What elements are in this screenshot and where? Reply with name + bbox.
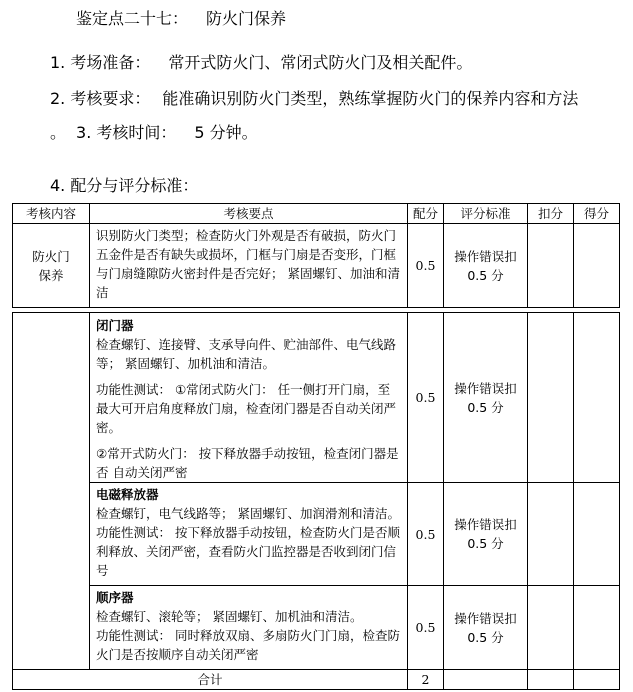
row4-p2: 功能性测试： 同时释放双扇、多扇防火门门扇，检查防火门是否按顺序自动关闭严密 bbox=[96, 628, 400, 662]
exam-prep-line bbox=[50, 50, 472, 73]
row4-title: 顺序器 bbox=[96, 590, 134, 605]
row4-deduct bbox=[528, 586, 574, 670]
row1-deduct bbox=[528, 224, 574, 308]
header-criteria: 评分标准 bbox=[444, 204, 528, 224]
row3-score: 0.5 bbox=[408, 483, 444, 586]
row2-p2: 功能性测试： ①常闭式防火门： 任一侧打开门扇，至最大可开启角度释放门扇，检查闭门器是否自动关闭严密。 bbox=[96, 382, 397, 435]
table-row bbox=[13, 224, 620, 308]
row2-deduct bbox=[528, 313, 574, 483]
row1-got bbox=[574, 224, 620, 308]
row2-title: 闭门器 bbox=[96, 318, 134, 333]
scoring-table-header bbox=[12, 203, 620, 308]
row4-score: 0.5 bbox=[408, 586, 444, 670]
header-got: 得分 bbox=[574, 204, 620, 224]
row2-content bbox=[13, 313, 90, 670]
row1-score: 0.5 bbox=[408, 224, 444, 308]
header-content: 考核内容 bbox=[13, 204, 90, 224]
total-criteria bbox=[444, 670, 528, 690]
row2-points bbox=[90, 313, 408, 483]
row3-p1: 检查螺钉，电气线路等； 紧固螺钉、加润滑剂和清洁。功能性测试： 按下释放器手动按钮，检查防火门是否顺利释放、关闭严密，查看防火门监控器是否收到闭门信号 bbox=[96, 506, 400, 578]
header-row bbox=[13, 204, 620, 224]
table-row bbox=[13, 313, 620, 483]
heading bbox=[76, 6, 286, 29]
row3-title: 电磁释放器 bbox=[96, 487, 159, 502]
table-row bbox=[13, 483, 620, 586]
total-score: 2 bbox=[408, 670, 444, 690]
row4-got bbox=[574, 586, 620, 670]
row3-criteria: 操作错误扣 0.5 分 bbox=[444, 483, 528, 586]
row2-p1: 检查螺钉、连接臂、支承导向件、贮油部件、电气线路等； 紧固螺钉、加机油和清洁。 bbox=[96, 337, 397, 371]
scoring-heading bbox=[50, 173, 198, 196]
header-score: 配分 bbox=[408, 204, 444, 224]
table-row bbox=[13, 586, 620, 670]
exam-prep-text: 常开式防火门、常闭式防火门及相关配件。 bbox=[168, 53, 473, 72]
header-points: 考核要点 bbox=[90, 204, 408, 224]
scoring-heading-label: 4. 配分与评分标准： bbox=[50, 176, 199, 195]
scoring-table-body bbox=[12, 312, 620, 690]
row1-criteria: 操作错误扣 0.5 分 bbox=[444, 224, 528, 308]
exam-time-line bbox=[50, 120, 258, 143]
exam-time-label: 3. 考核时间： bbox=[76, 123, 177, 142]
row3-deduct bbox=[528, 483, 574, 586]
total-deduct bbox=[528, 670, 574, 690]
total-label: 合计 bbox=[13, 670, 408, 690]
total-got bbox=[574, 670, 620, 690]
heading-topic: 防火门保养 bbox=[206, 9, 287, 28]
exam-time-text: 5 分钟。 bbox=[194, 123, 258, 142]
exam-requirement-text: 能准确识别防火门类型，熟练掌握防火门的保养内容和方法 bbox=[162, 89, 579, 108]
row2-got bbox=[574, 313, 620, 483]
heading-label: 鉴定点二十七： bbox=[76, 9, 189, 28]
row2-criteria: 操作错误扣 0.5 分 bbox=[444, 313, 528, 483]
total-row bbox=[13, 670, 620, 690]
exam-time-prefix: 。 bbox=[50, 123, 67, 142]
header-deduct: 扣分 bbox=[528, 204, 574, 224]
exam-prep-label: 1. 考场准备： bbox=[50, 53, 151, 72]
row4-points bbox=[90, 586, 408, 670]
row2-p3: ②常开式防火门： 按下释放器手动按钮，检查闭门器是否 自动关闭严密 bbox=[96, 446, 399, 480]
row4-criteria: 操作错误扣 0.5 分 bbox=[444, 586, 528, 670]
row3-got bbox=[574, 483, 620, 586]
row1-points: 识别防火门类型；检查防火门外观是否有破损，防火门五金件是否有缺失或损坏，门框与门扇是否变形，门框与门扇缝隙防火密封件是否完好； 紧固螺钉、加油和清洁 bbox=[90, 224, 408, 308]
row3-points bbox=[90, 483, 408, 586]
row4-p1: 检查螺钉、滚轮等； 紧固螺钉、加机油和清洁。 bbox=[96, 609, 363, 624]
exam-requirement-label: 2. 考核要求： bbox=[50, 89, 151, 108]
exam-requirement-line bbox=[50, 86, 578, 109]
row1-content: 防火门保养 bbox=[13, 224, 90, 308]
row2-score: 0.5 bbox=[408, 313, 444, 483]
